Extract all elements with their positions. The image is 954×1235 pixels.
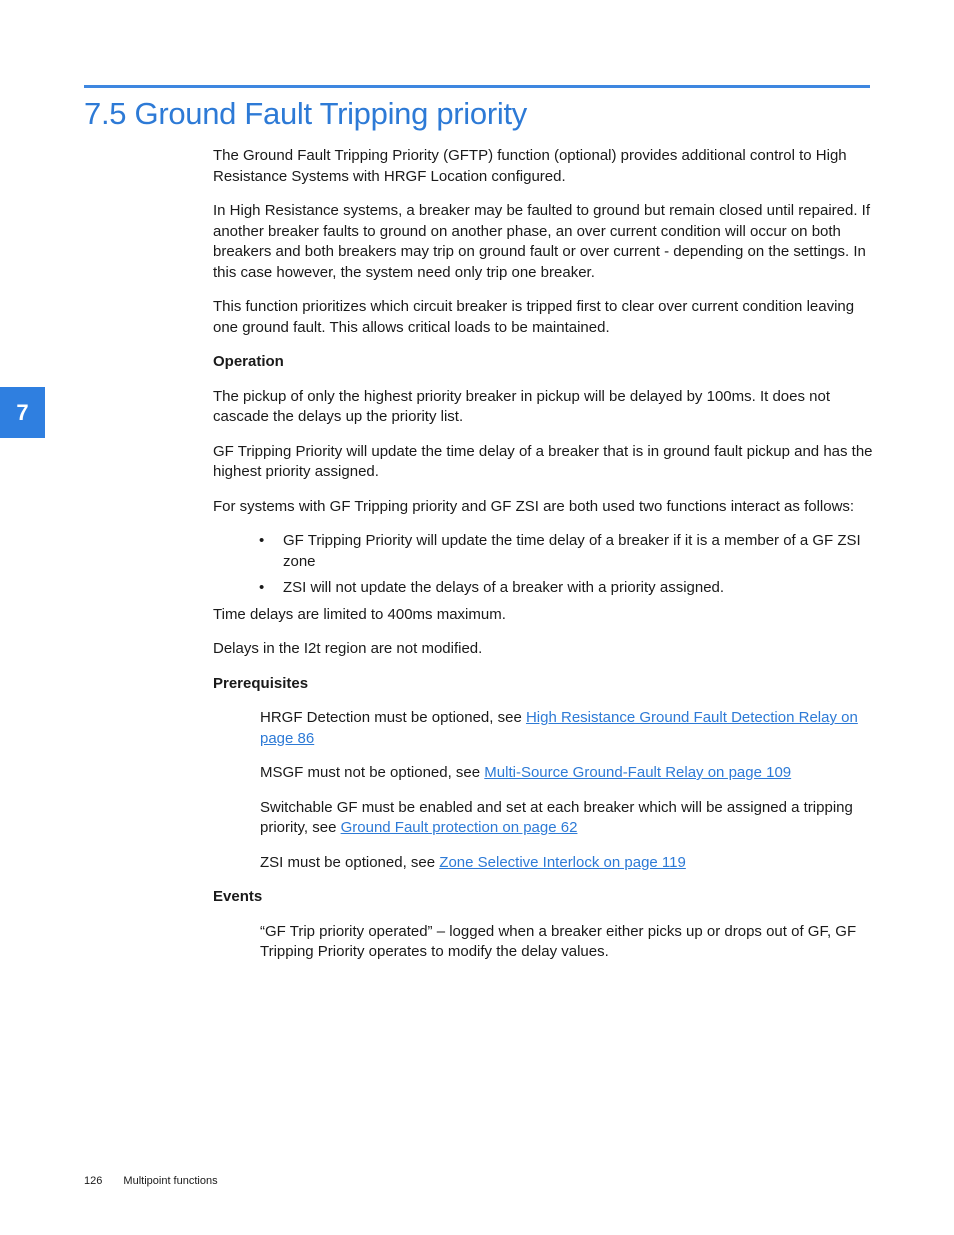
operation-paragraph: The pickup of only the highest priority breaker in pickup will be delayed by 100ms. It does not cascade the delays up the priority list. (213, 387, 831, 425)
prerequisite-item (213, 763, 873, 784)
list-item (213, 531, 873, 572)
page-footer (84, 1175, 218, 1187)
prerequisites-heading: Prerequisites (213, 674, 309, 692)
intro-paragraph: The Ground Fault Tripping Priority (GFTP) function (optional) provides additional control to High Resistance Systems with HRGF Location configured. (213, 147, 847, 185)
operation-note: Time delays are limited to 400ms maximum. (213, 605, 506, 623)
bullet-icon: • (259, 532, 265, 549)
bullet-text: ZSI will not update the delays of a breaker with a priority assigned. (283, 579, 725, 596)
prerequisite-item (213, 708, 873, 749)
operation-note: Delays in the I2t region are not modified. (213, 640, 483, 657)
page-body (213, 146, 873, 977)
zsi-link[interactable]: Zone Selective Interlock on page 119 (439, 853, 686, 871)
prerequisite-item (213, 853, 873, 874)
section-title: 7.5 Ground Fault Tripping priority (84, 96, 527, 131)
prerequisite-text: MSGF must not be optioned, see (260, 764, 485, 781)
chapter-tab: 7 (0, 387, 45, 438)
prerequisite-item (213, 798, 873, 839)
events-text: “GF Trip priority operated” – logged when a breaker either picks up or drops out of GF, GF Tripping Priority operates to modify the delay values. (260, 922, 857, 960)
operation-paragraph: For systems with GF Tripping priority and GF ZSI are both used two functions interact as follows: (213, 497, 855, 515)
msgf-relay-link[interactable]: Multi-Source Ground-Fault Relay on page 109 (484, 764, 792, 781)
operation-paragraph: GF Tripping Priority will update the time delay of a breaker that is in ground fault pickup and has the highest priority assigned. (213, 442, 873, 480)
events-heading: Events (213, 888, 263, 905)
ground-fault-protection-link[interactable]: Ground Fault protection on page 62 (340, 819, 578, 836)
bullet-text: GF Tripping Priority will update the time delay of a breaker if it is a member of a GF ZSI zone (283, 532, 861, 570)
hrgf-detection-link[interactable]: High Resistance Ground Fault Detection Relay on page 86 (260, 709, 858, 747)
list-item (213, 578, 873, 599)
prerequisite-text: Switchable GF must be enabled and set at each breaker which will be assigned a tripping priority, see (260, 798, 853, 836)
footer-section: Multipoint functions (123, 1175, 218, 1187)
page-number: 126 (84, 1175, 103, 1187)
operation-bullet-list (213, 531, 873, 599)
prerequisite-text: HRGF Detection must be optioned, see (260, 709, 526, 726)
intro-paragraph: In High Resistance systems, a breaker may be faulted to ground but remain closed until repaired. If another breaker faults to ground on another phase, an over current condition will occur on both breakers and both breakers may trip on ground fault or over current - depending on the settings. In this case however, the system need only trip one breaker. (213, 202, 871, 281)
operation-heading: Operation (213, 353, 284, 370)
prerequisite-text: ZSI must be optioned, see (260, 853, 440, 871)
intro-paragraph: This function prioritizes which circuit breaker is tripped first to clear over current condition leaving one ground fault. This allows critical loads to be maintained. (213, 298, 855, 336)
header-rule (84, 85, 870, 88)
bullet-icon: • (259, 579, 265, 596)
